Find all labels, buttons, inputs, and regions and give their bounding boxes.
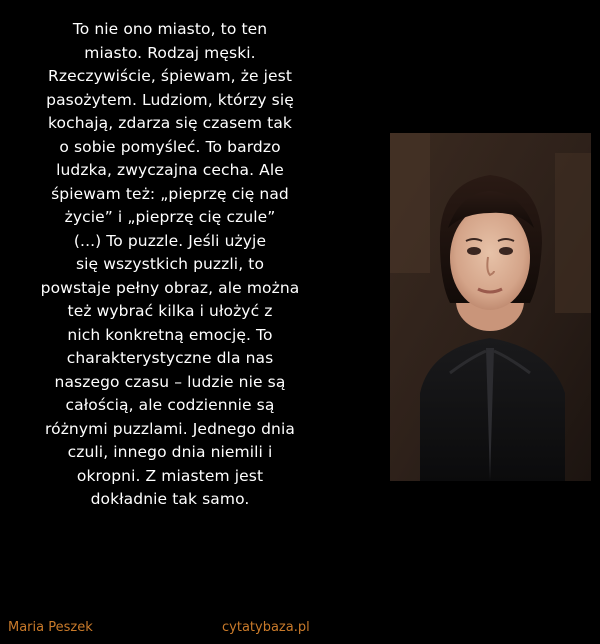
quote-line: pasożytem. Ludziom, którzy się xyxy=(46,90,294,109)
author-link[interactable]: Maria Peszek xyxy=(8,620,93,635)
quote-line: okropni. Z miastem jest xyxy=(76,466,264,485)
quote-text xyxy=(10,18,330,512)
quote-line: całością, ale codziennie są xyxy=(65,396,275,414)
quote-line: miasto. Rodzaj męski. xyxy=(84,43,256,62)
portrait-image xyxy=(390,133,591,481)
quote-line: Rzeczywiście, śpiewam, że jest xyxy=(47,67,293,85)
quote-line: się wszystkich puzzli, to xyxy=(75,255,265,273)
quote-line: różnymi puzzlami. Jednego dnia xyxy=(44,419,295,438)
quote-line: życie” i „pieprzę cię czule” xyxy=(64,208,276,226)
site-link[interactable]: cytatybaza.pl xyxy=(222,620,310,635)
quote-line: kochają, zdarza się czasem tak xyxy=(47,114,292,132)
quote-line: o sobie pomyśleć. To bardzo xyxy=(59,137,281,156)
quote-line: powstaje pełny obraz, ale można xyxy=(40,278,300,297)
footer xyxy=(0,617,600,644)
quote-line: czuli, innego dnia niemili i xyxy=(67,443,273,461)
quote-line: też wybrać kilka i ułożyć z xyxy=(67,302,273,320)
quote-line: charakterystyczne dla nas xyxy=(66,349,274,367)
quote-line: naszego czasu – ludzie nie są xyxy=(54,372,286,391)
author-photo xyxy=(390,133,591,481)
quote-line: dokładnie tak samo. xyxy=(90,490,250,508)
quote-line: ludzka, zwyczajna cecha. Ale xyxy=(56,161,284,179)
quote-line: nich konkretną emocję. To xyxy=(67,325,273,344)
quote-line: To nie ono miasto, to ten xyxy=(72,20,268,38)
quote-line: śpiewam też: „pieprzę cię nad xyxy=(51,184,289,203)
quote-line: (...) To puzzle. Jeśli użyje xyxy=(73,231,267,250)
